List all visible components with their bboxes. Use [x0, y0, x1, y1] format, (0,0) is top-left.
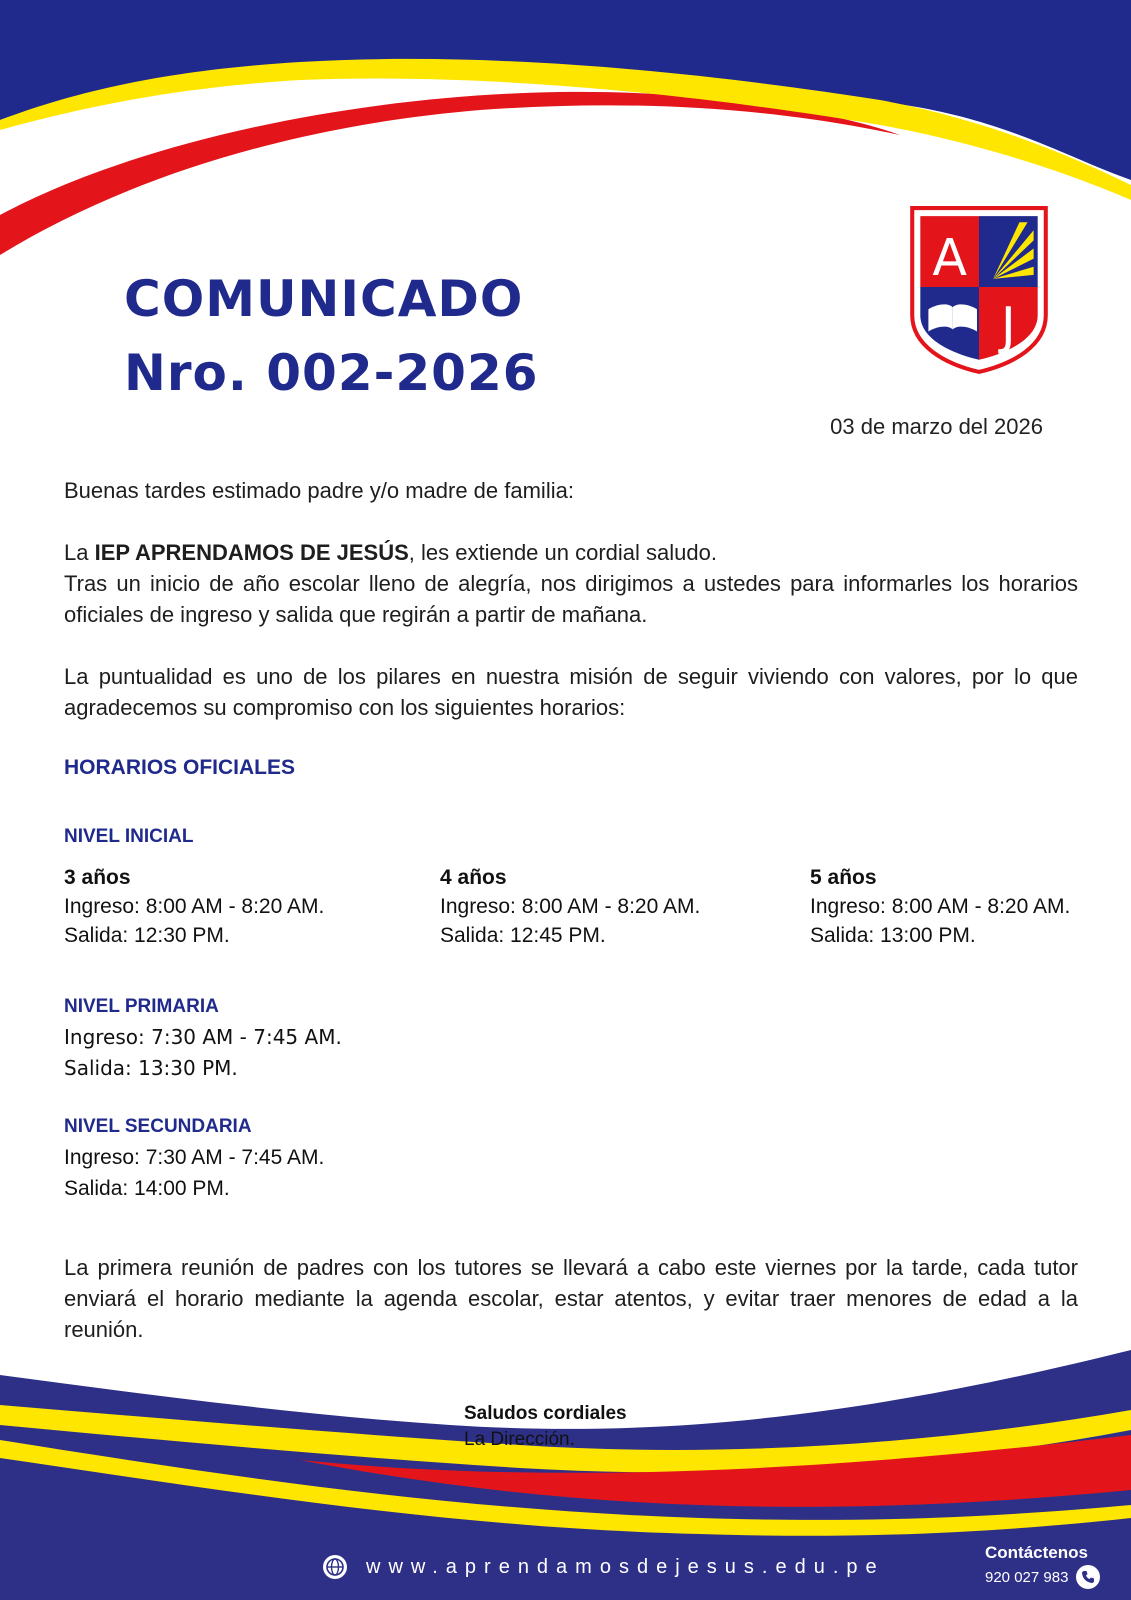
page-title [124, 262, 539, 410]
schedule-primaria [64, 1022, 342, 1084]
nivel-primaria-heading: NIVEL PRIMARIA [64, 996, 219, 1017]
salida-time: Salida: 13:30 PM. [64, 1056, 238, 1080]
salida-time: Salida: 13:00 PM. [810, 924, 976, 947]
phone-number: 920 027 983 [985, 1568, 1069, 1586]
nivel-inicial-heading: NIVEL INICIAL [64, 826, 194, 847]
schedule-3-anos [64, 863, 324, 950]
schedule-5-anos [810, 863, 1070, 950]
intro-prefix: La [64, 540, 95, 565]
ingreso-time: Ingreso: 8:00 AM - 8:20 AM. [64, 895, 325, 918]
schedules-heading: HORARIOS OFICIALES [64, 756, 296, 779]
intro-paragraph [64, 537, 1078, 630]
greeting-paragraph: Buenas tardes estimado padre y/o madre de familia: [64, 478, 574, 503]
closing-greeting: Saludos cordiales [464, 1403, 627, 1424]
meeting-paragraph: La primera reunión de padres con los tutores se llevará a cabo este viernes por la tarde, cada tutor enviará el horario mediante la agenda escolar, estar atentos, y evitar traer menores de edad a la reunión. [64, 1255, 1078, 1342]
globe-icon [322, 1554, 348, 1580]
salida-time: Salida: 12:30 PM. [64, 924, 230, 947]
school-crest-logo [908, 204, 1050, 376]
closing-block [464, 1401, 627, 1453]
salida-time: Salida: 12:45 PM. [440, 924, 606, 947]
phone-icon [1076, 1565, 1100, 1589]
website-url: www.aprendamosdejesus.edu.pe [366, 1555, 885, 1578]
age-label: 3 años [64, 866, 131, 889]
ingreso-time: Ingreso: 7:30 AM - 7:45 AM. [64, 1146, 325, 1169]
schedule-secundaria [64, 1142, 324, 1204]
school-name: IEP APRENDAMOS DE JESÚS [94, 540, 409, 565]
contact-label: Contáctenos [985, 1543, 1088, 1562]
salida-time: Salida: 14:00 PM. [64, 1177, 230, 1200]
website-link[interactable] [322, 1554, 885, 1580]
nivel-secundaria-heading: NIVEL SECUNDARIA [64, 1116, 252, 1137]
crest-letter-j: J [1000, 296, 1016, 356]
ingreso-time: Ingreso: 7:30 AM - 7:45 AM. [64, 1025, 342, 1049]
ingreso-time: Ingreso: 8:00 AM - 8:20 AM. [440, 895, 701, 918]
contact-phone-row[interactable] [985, 1565, 1100, 1589]
title-line-number: Nro. 002-2026 [124, 344, 539, 402]
open-book-icon [928, 304, 977, 331]
punctuality-paragraph: La puntualidad es uno de los pilares en nuestra misión de seguir viviendo con valores, por lo que agradecemos su compromiso con los siguientes horarios: [64, 664, 1078, 720]
age-label: 5 años [810, 866, 877, 889]
crest-letter-a: A [932, 227, 967, 287]
age-label: 4 años [440, 866, 507, 889]
ingreso-time: Ingreso: 8:00 AM - 8:20 AM. [810, 895, 1071, 918]
contact-block [985, 1543, 1100, 1589]
title-line-comunicado: COMUNICADO [124, 270, 524, 328]
closing-signature: La Dirección. [464, 1429, 575, 1450]
intro-rest: Tras un inicio de año escolar lleno de alegría, nos dirigimos a ustedes para informarles los horarios oficiales de ingreso y salida que regirán a partir de mañana. [64, 571, 1078, 627]
document-date: 03 de marzo del 2026 [830, 414, 1043, 439]
intro-suffix: , les extiende un cordial saludo. [408, 540, 717, 565]
schedule-4-anos [440, 863, 700, 950]
